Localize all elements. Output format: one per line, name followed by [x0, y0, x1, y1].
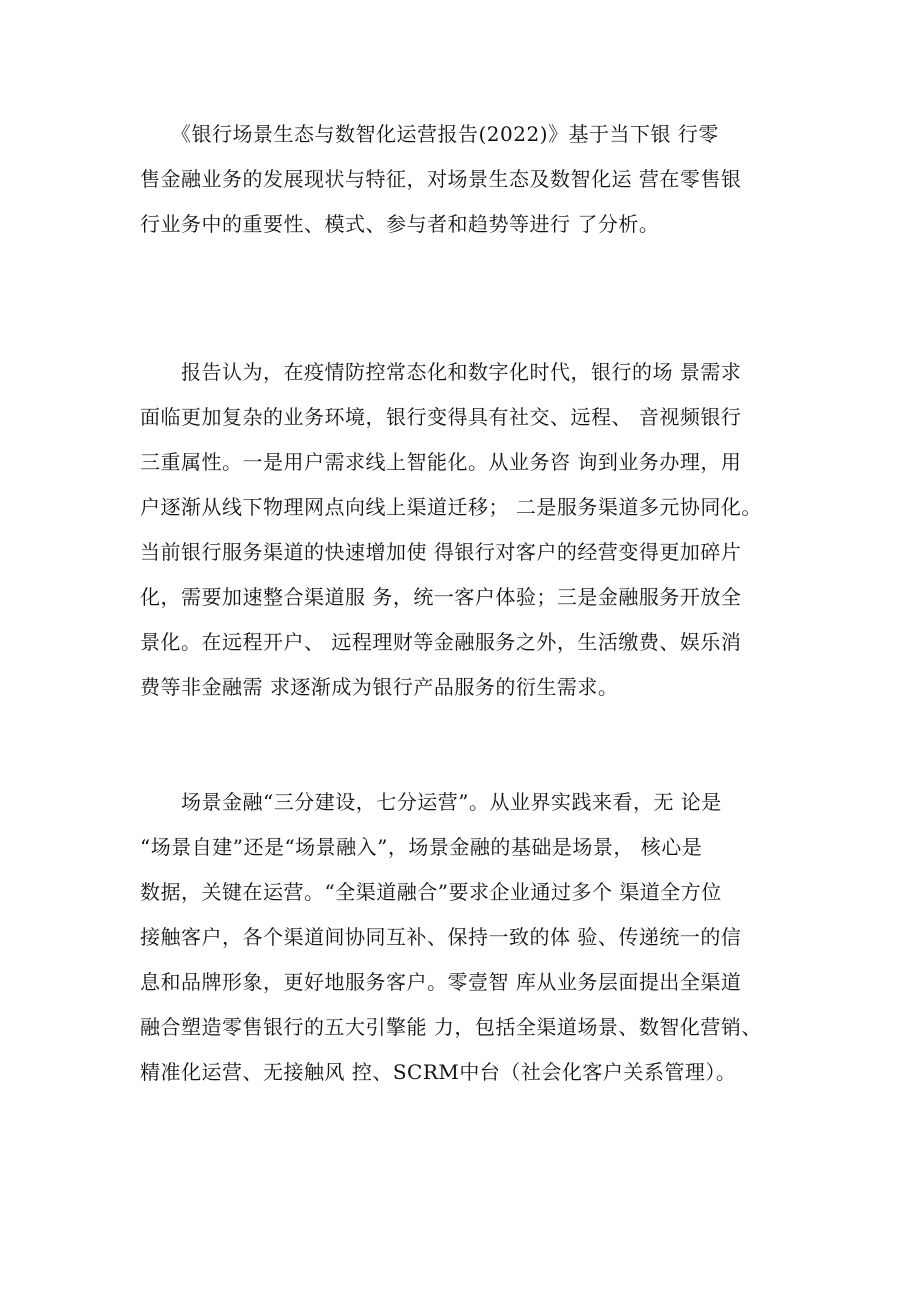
paragraph-line: 当前银行服务渠道的快速增加使 得银行对客户的经营变得更加碎片 [140, 540, 742, 564]
paragraph-line: 行业务中的重要性、模式、参与者和趋势等进行 了分析。 [140, 212, 660, 236]
paragraph-line: 面临更加复杂的业务环境，银行变得具有社交、远程、 音视频银行 [140, 405, 742, 429]
paragraph-line: “场景自建”还是“场景融入”，场景金融的基础是场景， 核心是 [140, 835, 703, 859]
paragraph-line: 报告认为，在疫情防控常态化和数字化时代，银行的场 景需求 [140, 360, 742, 384]
paragraph-line: 场景金融“三分建设，七分运营”。从业界实践来看，无 论是 [140, 790, 722, 814]
paragraph-line: 精准化运营、无接触风 控、SCRM中台（社会化客户关系管理）。 [140, 1060, 737, 1084]
paragraph-line: 息和品牌形象，更好地服务客户。零壹智 库从业务层面提出全渠道 [140, 970, 742, 994]
paragraph-scenario-finance [140, 786, 800, 1101]
paragraph-line: 户逐渐从线下物理网点向线上渠道迁移； 二是服务渠道多元协同化。 [140, 495, 762, 519]
paragraph-line: 景化。在远程开户、 远程理财等金融服务之外，生活缴费、娱乐消 [140, 630, 742, 654]
paragraph-report-findings [140, 356, 800, 716]
paragraph-line: 三重属性。一是用户需求线上智能化。从业务咨 询到业务办理，用 [140, 450, 742, 474]
paragraph-line: 《银行场景生态与数智化运营报告(2022)》基于当下银 行零 [140, 122, 719, 146]
paragraph-line: 售金融业务的发展现状与特征，对场景生态及数智化运 营在零售银 [140, 167, 742, 191]
paragraph-line: 费等非金融需 求逐渐成为银行产品服务的衍生需求。 [140, 675, 619, 699]
paragraph-line: 数据，关键在运营。“全渠道融合”要求企业通过多个 渠道全方位 [140, 880, 722, 904]
paragraph-line: 融合塑造零售银行的五大引擎能 力，包括全渠道场景、数智化营销、 [140, 1015, 762, 1039]
paragraph-line: 接触客户，各个渠道间协同互补、保持一致的体 验、传递统一的信 [140, 925, 742, 949]
paragraph-intro [140, 118, 800, 253]
paragraph-line: 化，需要加速整合渠道服 务，统一客户体验；三是金融服务开放全 [140, 585, 742, 609]
